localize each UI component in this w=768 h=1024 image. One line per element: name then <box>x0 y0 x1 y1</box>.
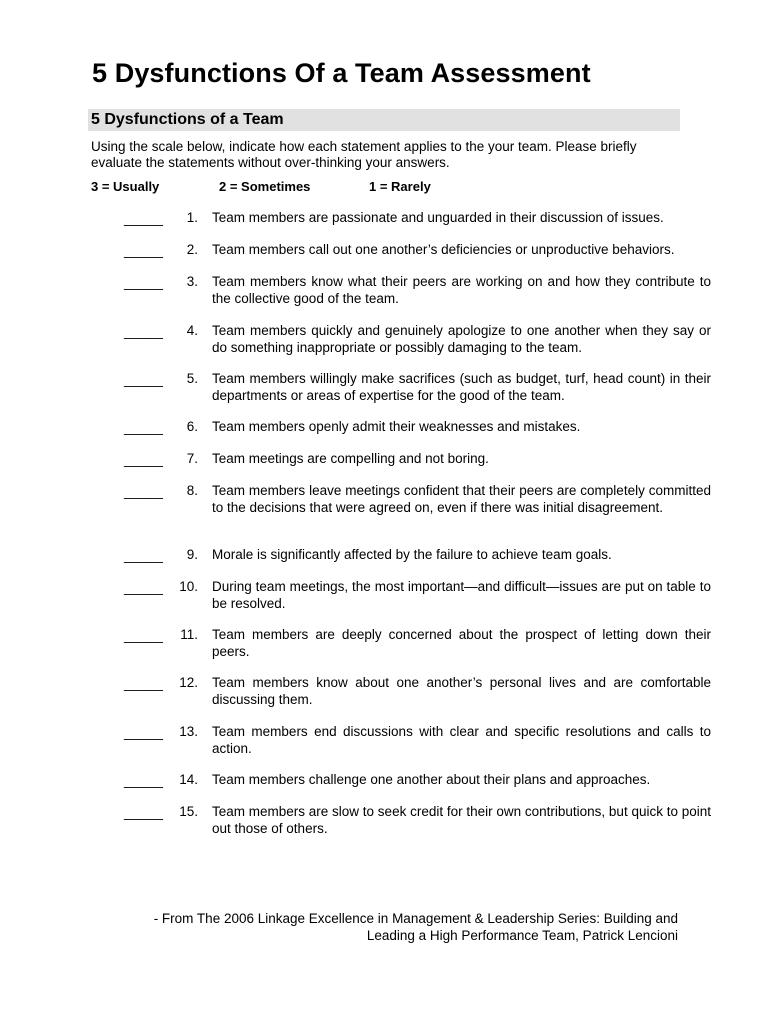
answer-blank[interactable]: _____ <box>124 675 163 691</box>
item-statement: Team members call out one another’s deficiencies or unproductive behaviors. <box>212 242 675 257</box>
item-statement: Team meetings are compelling and not boring. <box>212 451 489 466</box>
section-heading: 5 Dysfunctions of a Team <box>91 111 284 128</box>
item-number: 14. <box>179 772 198 787</box>
item-statement: Team members challenge one another about their plans and approaches. <box>212 772 651 787</box>
item-number: 2. <box>186 242 198 257</box>
answer-blank[interactable]: _____ <box>124 579 163 595</box>
item-statement: Team members openly admit their weaknesses and mistakes. <box>212 419 581 434</box>
item-number: 3. <box>186 274 198 289</box>
answer-blank[interactable]: _____ <box>124 804 163 820</box>
item-statement: Team members willingly make sacrifices (such as budget, turf, head count) in their departments or areas of expertise for the good of the team. <box>212 371 711 403</box>
item-statement: Team members leave meetings confident that their peers are completely committed to the decisions that were agreed on, even if there was initial disagreement. <box>212 483 711 515</box>
page-title: 5 Dysfunctions Of a Team Assessment <box>92 58 591 88</box>
item-number: 9. <box>186 547 198 562</box>
answer-blank[interactable]: _____ <box>124 371 163 387</box>
scale-rarely: 1 = Rarely <box>369 179 431 194</box>
scale-usually: 3 = Usually <box>91 179 160 194</box>
item-number: 1. <box>186 210 198 225</box>
item-statement: Team members are slow to seek credit for their own contributions, but quick to point out those of others. <box>212 804 711 836</box>
item-number: 8. <box>186 483 198 498</box>
source-citation <box>118 910 678 944</box>
answer-blank[interactable]: _____ <box>124 419 163 435</box>
answer-blank[interactable]: _____ <box>124 210 163 226</box>
answer-blank[interactable]: _____ <box>124 274 163 290</box>
item-statement: Team members quickly and genuinely apologize to one another when they say or do something inappropriate or possibly damaging to the team. <box>212 323 711 355</box>
answer-blank[interactable]: _____ <box>124 483 163 499</box>
answer-blank[interactable]: _____ <box>124 772 163 788</box>
answer-blank[interactable]: _____ <box>124 242 163 258</box>
item-number: 5. <box>186 371 198 386</box>
scale-sometimes: 2 = Sometimes <box>219 179 311 194</box>
answer-blank[interactable]: _____ <box>124 547 163 563</box>
item-number: 7. <box>186 451 198 466</box>
item-statement: Team members are passionate and unguarded in their discussion of issues. <box>212 210 664 225</box>
item-number: 13. <box>179 724 198 739</box>
answer-blank[interactable]: _____ <box>124 323 163 339</box>
item-statement: During team meetings, the most important—and difficult—issues are put on table to be resolved. <box>212 579 711 611</box>
answer-blank[interactable]: _____ <box>124 724 163 740</box>
citation-line-2: Leading a High Performance Team, Patrick Lencioni <box>366 928 678 943</box>
item-number: 6. <box>186 419 198 434</box>
answer-blank[interactable]: _____ <box>124 451 163 467</box>
item-statement: Team members are deeply concerned about the prospect of letting down their peers. <box>212 627 711 659</box>
citation-line-1: - From The 2006 Linkage Excellence in Management & Leadership Series: Building and <box>153 911 678 926</box>
answer-blank[interactable]: _____ <box>124 627 163 643</box>
item-number: 11. <box>180 627 198 642</box>
item-number: 4. <box>186 323 198 338</box>
item-statement: Team members end discussions with clear and specific resolutions and calls to action. <box>212 724 711 756</box>
instructions-paragraph: Using the scale below, indicate how each statement applies to the your team. Please briefly evaluate the statements without over-thinking your answers. <box>91 139 637 170</box>
item-statement: Morale is significantly affected by the failure to achieve team goals. <box>212 547 612 562</box>
item-statement: Team members know what their peers are working on and how they contribute to the collective good of the team. <box>212 274 711 306</box>
item-number: 10. <box>179 579 198 594</box>
item-statement: Team members know about one another’s personal lives and are comfortable discussing them. <box>212 675 711 707</box>
item-number: 12. <box>179 675 198 690</box>
item-number: 15. <box>179 804 198 819</box>
